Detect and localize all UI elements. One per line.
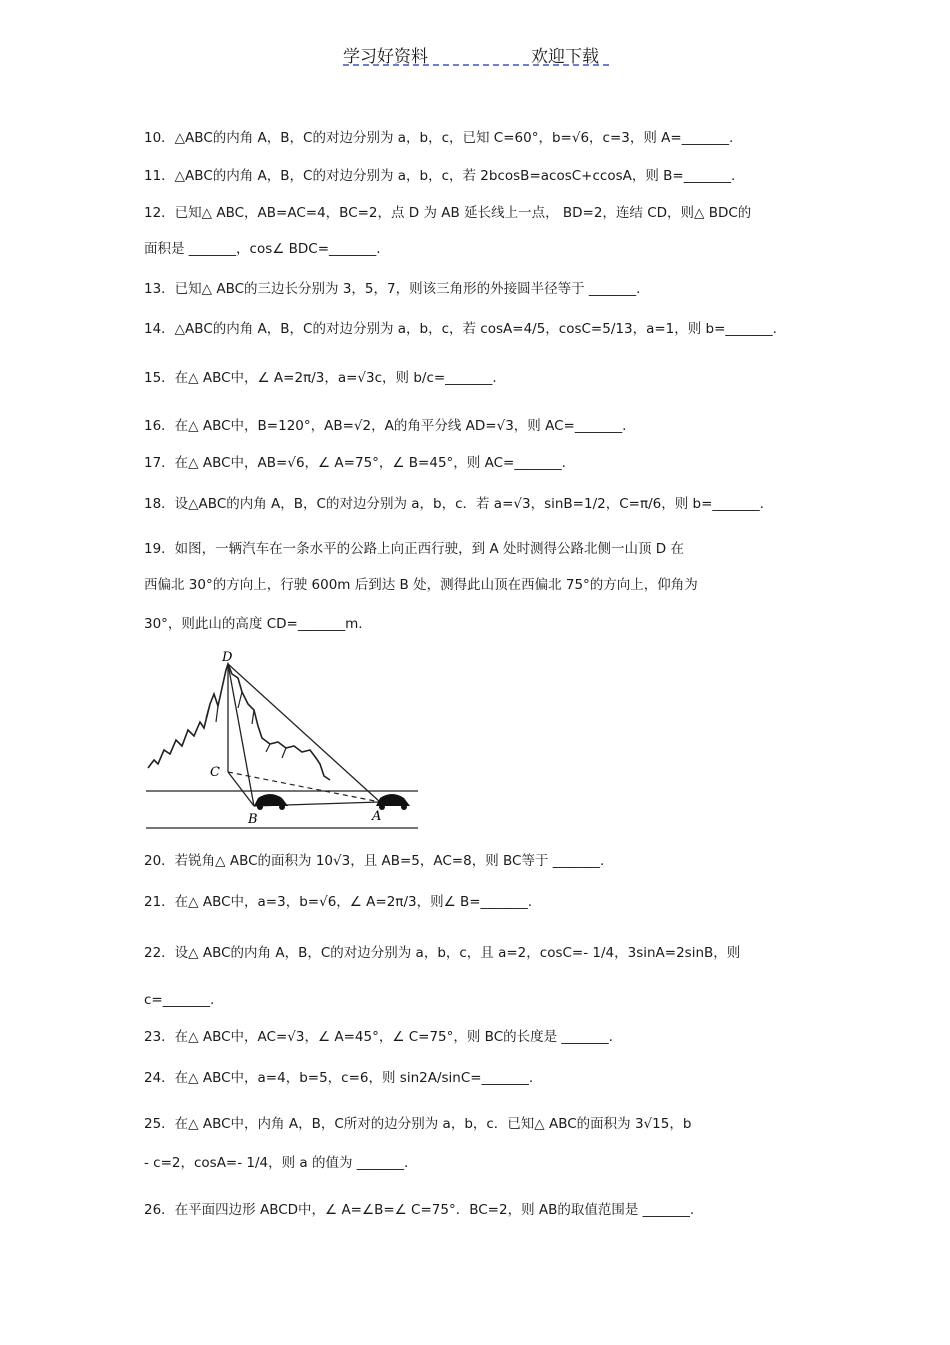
label-d: D: [222, 650, 233, 665]
label-c: C: [210, 765, 220, 780]
problem-26: 26．在平面四边形 ABCD中，∠ A=∠B=∠ C=75°．BC=2，则 AB的取值范围是 _______.: [144, 1202, 695, 1218]
problem-11: 11．△ABC的内角 A，B，C的对边分别为 a，b，c，若 2bcosB=acosC+ccosA，则 B=_______.: [144, 168, 736, 184]
header-dashed-rule: [343, 64, 609, 66]
problem-23: 23．在△ ABC中，AC=√3，∠ A=45°，∠ C=75°，则 BC的长度是 _______.: [144, 1029, 613, 1045]
problem-18: 18．设△ABC的内角 A，B，C的对边分别为 a，b，c．若 a=√3，sinB=1/2，C=π/6，则 b=_______.: [144, 496, 764, 512]
problem-25-line2: - c=2，cosA=- 1/4，则 a 的值为 _______.: [144, 1155, 409, 1171]
problem-22-line2: c=_______.: [144, 992, 215, 1008]
problem-14: 14．△ABC的内角 A，B，C的对边分别为 a，b，c，若 cosA=4/5，cosC=5/13，a=1，则 b=_______.: [144, 321, 777, 337]
problem-12-line1: 12．已知△ ABC，AB=AC=4，BC=2，点 D 为 AB 延长线上一点， BD=2，连结 CD，则△ BDC的: [144, 205, 752, 221]
problem-21: 21．在△ ABC中，a=3，b=√6，∠ A=2π/3，则∠ B=_______.: [144, 894, 533, 910]
header-left-text: 学习好资料: [343, 47, 428, 67]
mountain-figure: [146, 648, 418, 832]
problem-12-line2: 面积是 _______，cos∠ BDC=_______.: [144, 241, 381, 257]
problem-13: 13．已知△ ABC的三边长分别为 3，5，7，则该三角形的外接圆半径等于 _______.: [144, 281, 641, 297]
problem-15: 15．在△ ABC中，∠ A=2π/3，a=√3c，则 b/c=_______.: [144, 370, 497, 386]
problem-19-line2: 西偏北 30°的方向上，行驶 600m 后到达 B 处，测得此山顶在西偏北 75°的方向上，仰角为: [144, 577, 698, 593]
problem-19-line1: 19．如图，一辆汽车在一条水平的公路上向正西行驶，到 A 处时测得公路北侧一山顶 D 在: [144, 541, 684, 557]
problem-10: 10．△ABC的内角 A，B，C的对边分别为 a，b，c，已知 C=60°，b=√6，c=3，则 A=_______.: [144, 130, 734, 146]
problem-17: 17．在△ ABC中，AB=√6，∠ A=75°，∠ B=45°，则 AC=_______.: [144, 455, 566, 471]
problem-16: 16．在△ ABC中，B=120°，AB=√2，A的角平分线 AD=√3，则 AC=_______.: [144, 418, 627, 434]
problem-22-line1: 22．设△ ABC的内角 A，B，C的对边分别为 a，b，c，且 a=2，cosC=- 1/4，3sinA=2sinB，则: [144, 945, 741, 961]
problem-19-line3: 30°，则此山的高度 CD=_______m.: [144, 616, 363, 632]
problem-25-line1: 25．在△ ABC中，内角 A，B，C所对的边分别为 a，b，c．已知△ ABC的面积为 3√15，b: [144, 1116, 692, 1132]
problem-20: 20．若锐角△ ABC的面积为 10√3，且 AB=5，AC=8，则 BC等于 _______.: [144, 853, 605, 869]
page-header: [0, 40, 950, 70]
problem-24: 24．在△ ABC中，a=4，b=5，c=6，则 sin2A/sinC=_______.: [144, 1070, 534, 1086]
label-a: A: [372, 809, 382, 824]
header-right-text: 欢迎下载: [531, 47, 599, 67]
label-b: B: [248, 812, 258, 827]
